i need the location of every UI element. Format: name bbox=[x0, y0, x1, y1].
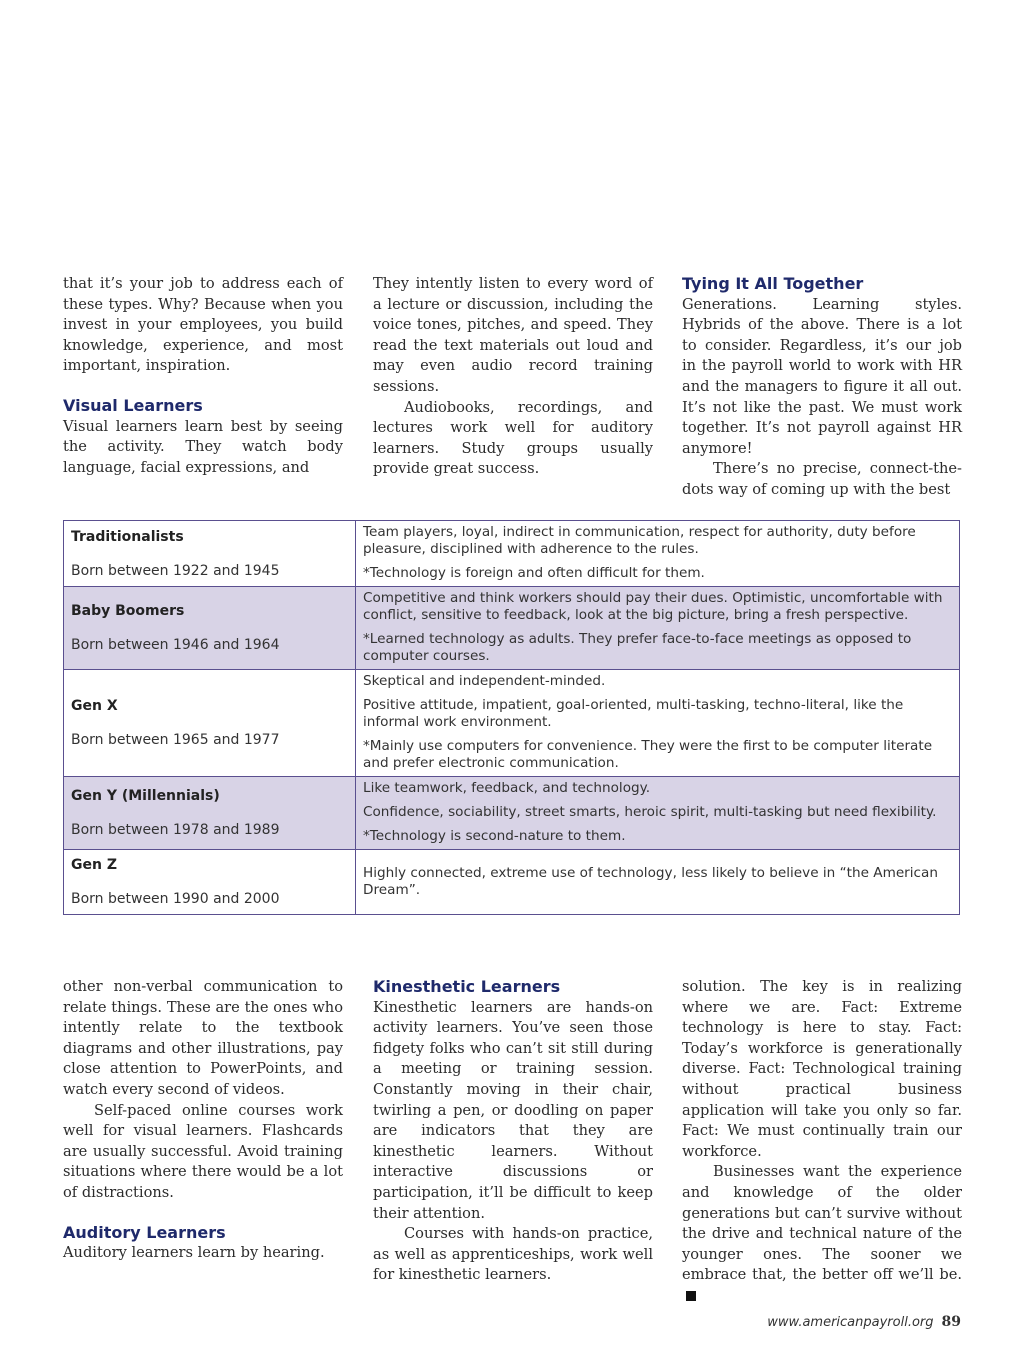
generation-description-cell bbox=[356, 587, 960, 670]
paragraph: Self-paced online courses work well for visual learners. Flashcards are usually successful. Avoid training situations where there would be a lot of distractions. bbox=[63, 1101, 343, 1201]
generation-years: Born between 1965 and 1977 bbox=[71, 732, 280, 748]
generation-name: Gen Z bbox=[71, 857, 117, 873]
generation-years: Born between 1990 and 2000 bbox=[71, 891, 280, 907]
section-heading-tying: Tying It All Together bbox=[682, 274, 864, 293]
generation-years: Born between 1946 and 1964 bbox=[71, 637, 280, 653]
generation-label-cell bbox=[64, 850, 356, 915]
bottom-column-2 bbox=[373, 977, 653, 1286]
paragraph: There’s no precise, connect-the-dots way of coming up with the best bbox=[682, 460, 962, 498]
generation-label-cell bbox=[64, 777, 356, 850]
paragraph: Audiobooks, recordings, and lectures work well for auditory learners. Study groups usually provide great success. bbox=[373, 398, 653, 478]
paragraph: Auditory learners learn by hearing. bbox=[63, 1244, 325, 1262]
generation-trait: *Learned technology as adults. They prefer face-to-face meetings as opposed to computer courses. bbox=[363, 631, 912, 664]
paragraph-text: Businesses want the experience and knowledge of the older generations but can’t survive without the drive and technical nature of the younger ones. The sooner we embrace that, the better off we’ll be. bbox=[682, 1163, 962, 1284]
generation-trait: *Mainly use computers for convenience. They were the first to be computer literate and prefer electronic communication. bbox=[363, 738, 933, 771]
paragraph: Generations. Learning styles. Hybrids of the above. There is a lot to consider. Regardless, it’s our job in the payroll world to work with HR and the managers to figure it all out. It’s not like the past. We must work together. It’s not payroll against HR anymore! bbox=[682, 295, 962, 457]
generation-label-cell bbox=[64, 587, 356, 670]
generation-description-cell bbox=[356, 521, 960, 587]
generation-years: Born between 1922 and 1945 bbox=[71, 562, 280, 579]
paragraph: other non-verbal communication to relate things. These are the ones who intently relate to the textbook diagrams and other illustrations, pay close attention to PowerPoints, and watch every second of videos. bbox=[63, 978, 343, 1098]
generation-row bbox=[64, 850, 960, 915]
top-column-3 bbox=[682, 274, 962, 501]
generation-trait: Team players, loyal, indirect in communication, respect for authority, duty before pleasure, disciplined with adherence to the rules. bbox=[363, 524, 916, 557]
website-url: www.americanpayroll.org bbox=[767, 1315, 934, 1330]
bottom-column-3 bbox=[682, 977, 962, 1307]
generation-years: Born between 1978 and 1989 bbox=[71, 822, 280, 838]
paragraph: solution. The key is in realizing where we are. Fact: Extreme technology is here to stay. Fact: Today’s workforce is generationally diverse. Fact: Technological training without practical business application will take you only so far. Fact: We must continually train our workforce. bbox=[682, 978, 962, 1160]
section-heading-auditory: Auditory Learners bbox=[63, 1222, 226, 1242]
generation-trait: Skeptical and independent-minded. bbox=[363, 673, 606, 689]
generation-row bbox=[64, 777, 960, 850]
page-footer bbox=[767, 1314, 961, 1330]
top-column-2 bbox=[373, 274, 653, 480]
paragraph: They intently listen to every word of a lecture or discussion, including the voice tones, pitches, and speed. They read the text materials out loud and may even audio record training sessions. bbox=[373, 275, 653, 395]
generation-trait: *Technology is second-nature to them. bbox=[363, 828, 626, 844]
paragraph: Kinesthetic learners are hands-on activity learners. You’ve seen those fidgety folks who can’t sit still during a meeting or training session. Constantly moving in their chair, twirling a pen, or doodling on paper are indicators that they are kinesthetic learners. Without interactive discussions or participation, it’ll be difficult to keep their attention. bbox=[373, 998, 653, 1222]
generation-name: Traditionalists bbox=[71, 528, 184, 545]
paragraph: that it’s your job to address each of these types. Why? Because when you invest in your employees, you build knowledge, experience, and most important, inspiration. bbox=[63, 275, 343, 375]
paragraph bbox=[682, 1162, 962, 1306]
section-heading-visual: Visual Learners bbox=[63, 395, 203, 415]
bottom-column-1 bbox=[63, 977, 343, 1264]
generation-row bbox=[64, 521, 960, 587]
generation-trait: Competitive and think workers should pay their dues. Optimistic, uncomfortable with conflict, sensitive to feedback, look at the big picture, bring a fresh perspective. bbox=[363, 590, 943, 623]
top-column-1 bbox=[63, 274, 343, 478]
paragraph: Courses with hands-on practice, as well as apprenticeships, work well for kinesthetic learners. bbox=[373, 1225, 653, 1284]
generation-name: Gen X bbox=[71, 698, 118, 714]
generation-trait: Highly connected, extreme use of technology, less likely to believe in “the American Dream”. bbox=[363, 864, 938, 898]
generation-trait: Confidence, sociability, street smarts, heroic spirit, multi-tasking but need flexibility. bbox=[363, 804, 937, 820]
generation-name: Gen Y (Millennials) bbox=[71, 788, 220, 804]
page-number: 89 bbox=[941, 1314, 961, 1330]
generation-name: Baby Boomers bbox=[71, 603, 185, 619]
section-heading-kinesthetic: Kinesthetic Learners bbox=[373, 977, 561, 996]
generation-row bbox=[64, 587, 960, 670]
generation-trait: Positive attitude, impatient, goal-oriented, multi-tasking, techno-literal, like the informal work environment. bbox=[363, 697, 904, 730]
generation-description-cell bbox=[356, 850, 960, 915]
generation-row bbox=[64, 670, 960, 777]
generation-label-cell bbox=[64, 670, 356, 777]
generations-table bbox=[63, 520, 960, 915]
generation-description-cell bbox=[356, 777, 960, 850]
end-of-article-icon bbox=[686, 1291, 696, 1301]
generation-trait: *Technology is foreign and often difficult for them. bbox=[363, 565, 705, 581]
paragraph: Visual learners learn best by seeing the activity. They watch body language, facial expressions, and bbox=[63, 417, 343, 476]
generation-label-cell bbox=[64, 521, 356, 587]
generation-trait: Like teamwork, feedback, and technology. bbox=[363, 780, 651, 796]
generation-description-cell bbox=[356, 670, 960, 777]
